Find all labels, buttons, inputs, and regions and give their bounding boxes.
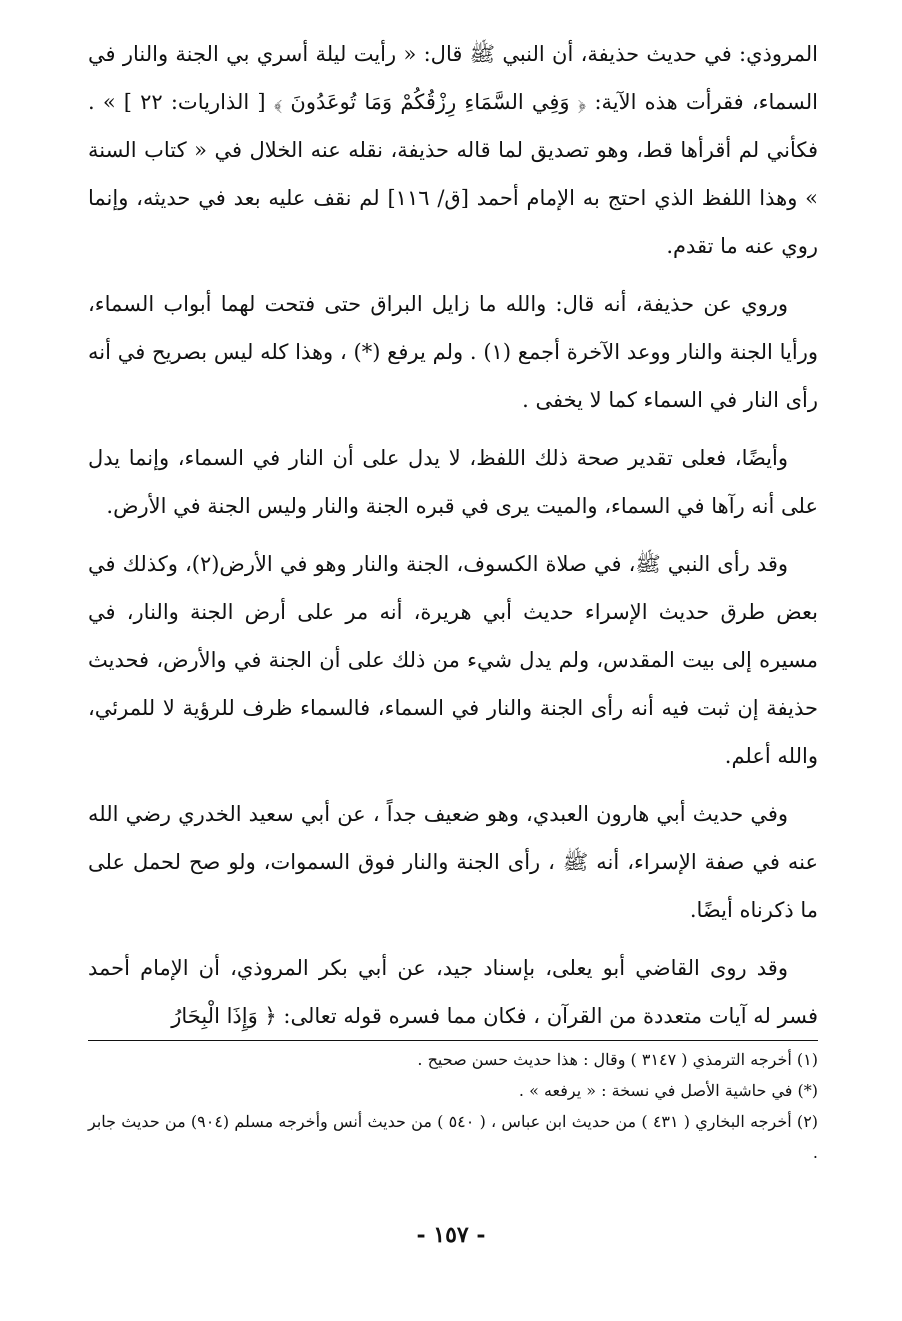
footnotes bbox=[88, 1044, 818, 1168]
paragraph-6: وقد روى القاضي أبو يعلى، بإسناد جيد، عن أبي بكر المروذي، أن الإمام أحمد فسر له آيات متعددة من القرآن ، فكان مما فسره قوله تعالى: ﴿ وَإِذَا الْبِحَارُ bbox=[88, 956, 818, 1028]
paragraph-4: وقد رأى النبي ﷺ، في صلاة الكسوف، الجنة والنار وهو في الأرض(٢)، وكذلك في بعض طرق حديث الإسراء حديث أبي هريرة، أنه مر على أرض الجنة والنار، في مسيره إلى بيت المقدس، ولم يدل شيء من ذلك على أن الجنة في والأرض، فحديث حذيفة إن ثبت فيه أنه رأى الجنة والنار في السماء، فالسماء ظرف للرؤية لا للمرئي، والله أعلم. bbox=[88, 552, 818, 768]
footnote-2: (٢) أخرجه البخاري ( ٤٣١ ) من حديث ابن عباس ، ( ٥٤٠ ) من حديث أنس وأخرجه مسلم (٩٠٤) من حديث جابر . bbox=[88, 1112, 819, 1162]
paragraph-5: وفي حديث أبي هارون العبدي، وهو ضعيف جداً ، عن أبي سعيد الخدري رضي الله عنه في صفة الإسراء، أنه ﷺ ، رأى الجنة والنار فوق السموات، ولو صح لحمل على ما ذكرناه أيضًا. bbox=[88, 802, 818, 922]
footnote-star: (*) في حاشية الأصل في نسخة : « يرفعه » . bbox=[518, 1081, 818, 1100]
footnote-1: (١) أخرجه الترمذي ( ٣١٤٧ ) وقال : هذا حديث حسن صحيح . bbox=[417, 1050, 818, 1069]
page-number: - ١٥٧ - bbox=[416, 1222, 486, 1248]
paragraph-3: وأيضًا، فعلى تقدير صحة ذلك اللفظ، لا يدل على أن النار في السماء، وإنما يدل على أنه رآها في السماء، والميت يرى في قبره الجنة والنار وليس الجنة في الأرض. bbox=[88, 446, 818, 518]
paragraph-1: المروذي: في حديث حذيفة، أن النبي ﷺ قال: « رأيت ليلة أسري بي الجنة والنار في السماء، فقرأت هذه الآية: ﴿ وَفِي السَّمَاءِ رِزْقُكُمْ وَمَا تُوعَدُونَ ﴾ [ الذاريات: ٢٢ ] » . فكأني لم أقرأها قط، وهو تصديق لما قاله حذيفة، نقله عنه الخلال في « كتاب السنة » وهذا اللفظ الذي احتج به الإمام أحمد [ق/ ١١٦] لم نقف عليه بعد في حديثه، وإنما روي عنه ما تقدم. bbox=[88, 42, 819, 258]
main-text bbox=[88, 30, 818, 1050]
paragraph-2: وروي عن حذيفة، أنه قال: والله ما زايل البراق حتى فتحت لهما أبواب السماء، ورأيا الجنة والنار ووعد الآخرة أجمع (١) . ولم يرفع (*) ، وهذا كله ليس بصريح في أنه رأى النار في السماء كما لا يخفى . bbox=[88, 292, 818, 412]
footnote-separator bbox=[88, 1040, 818, 1041]
